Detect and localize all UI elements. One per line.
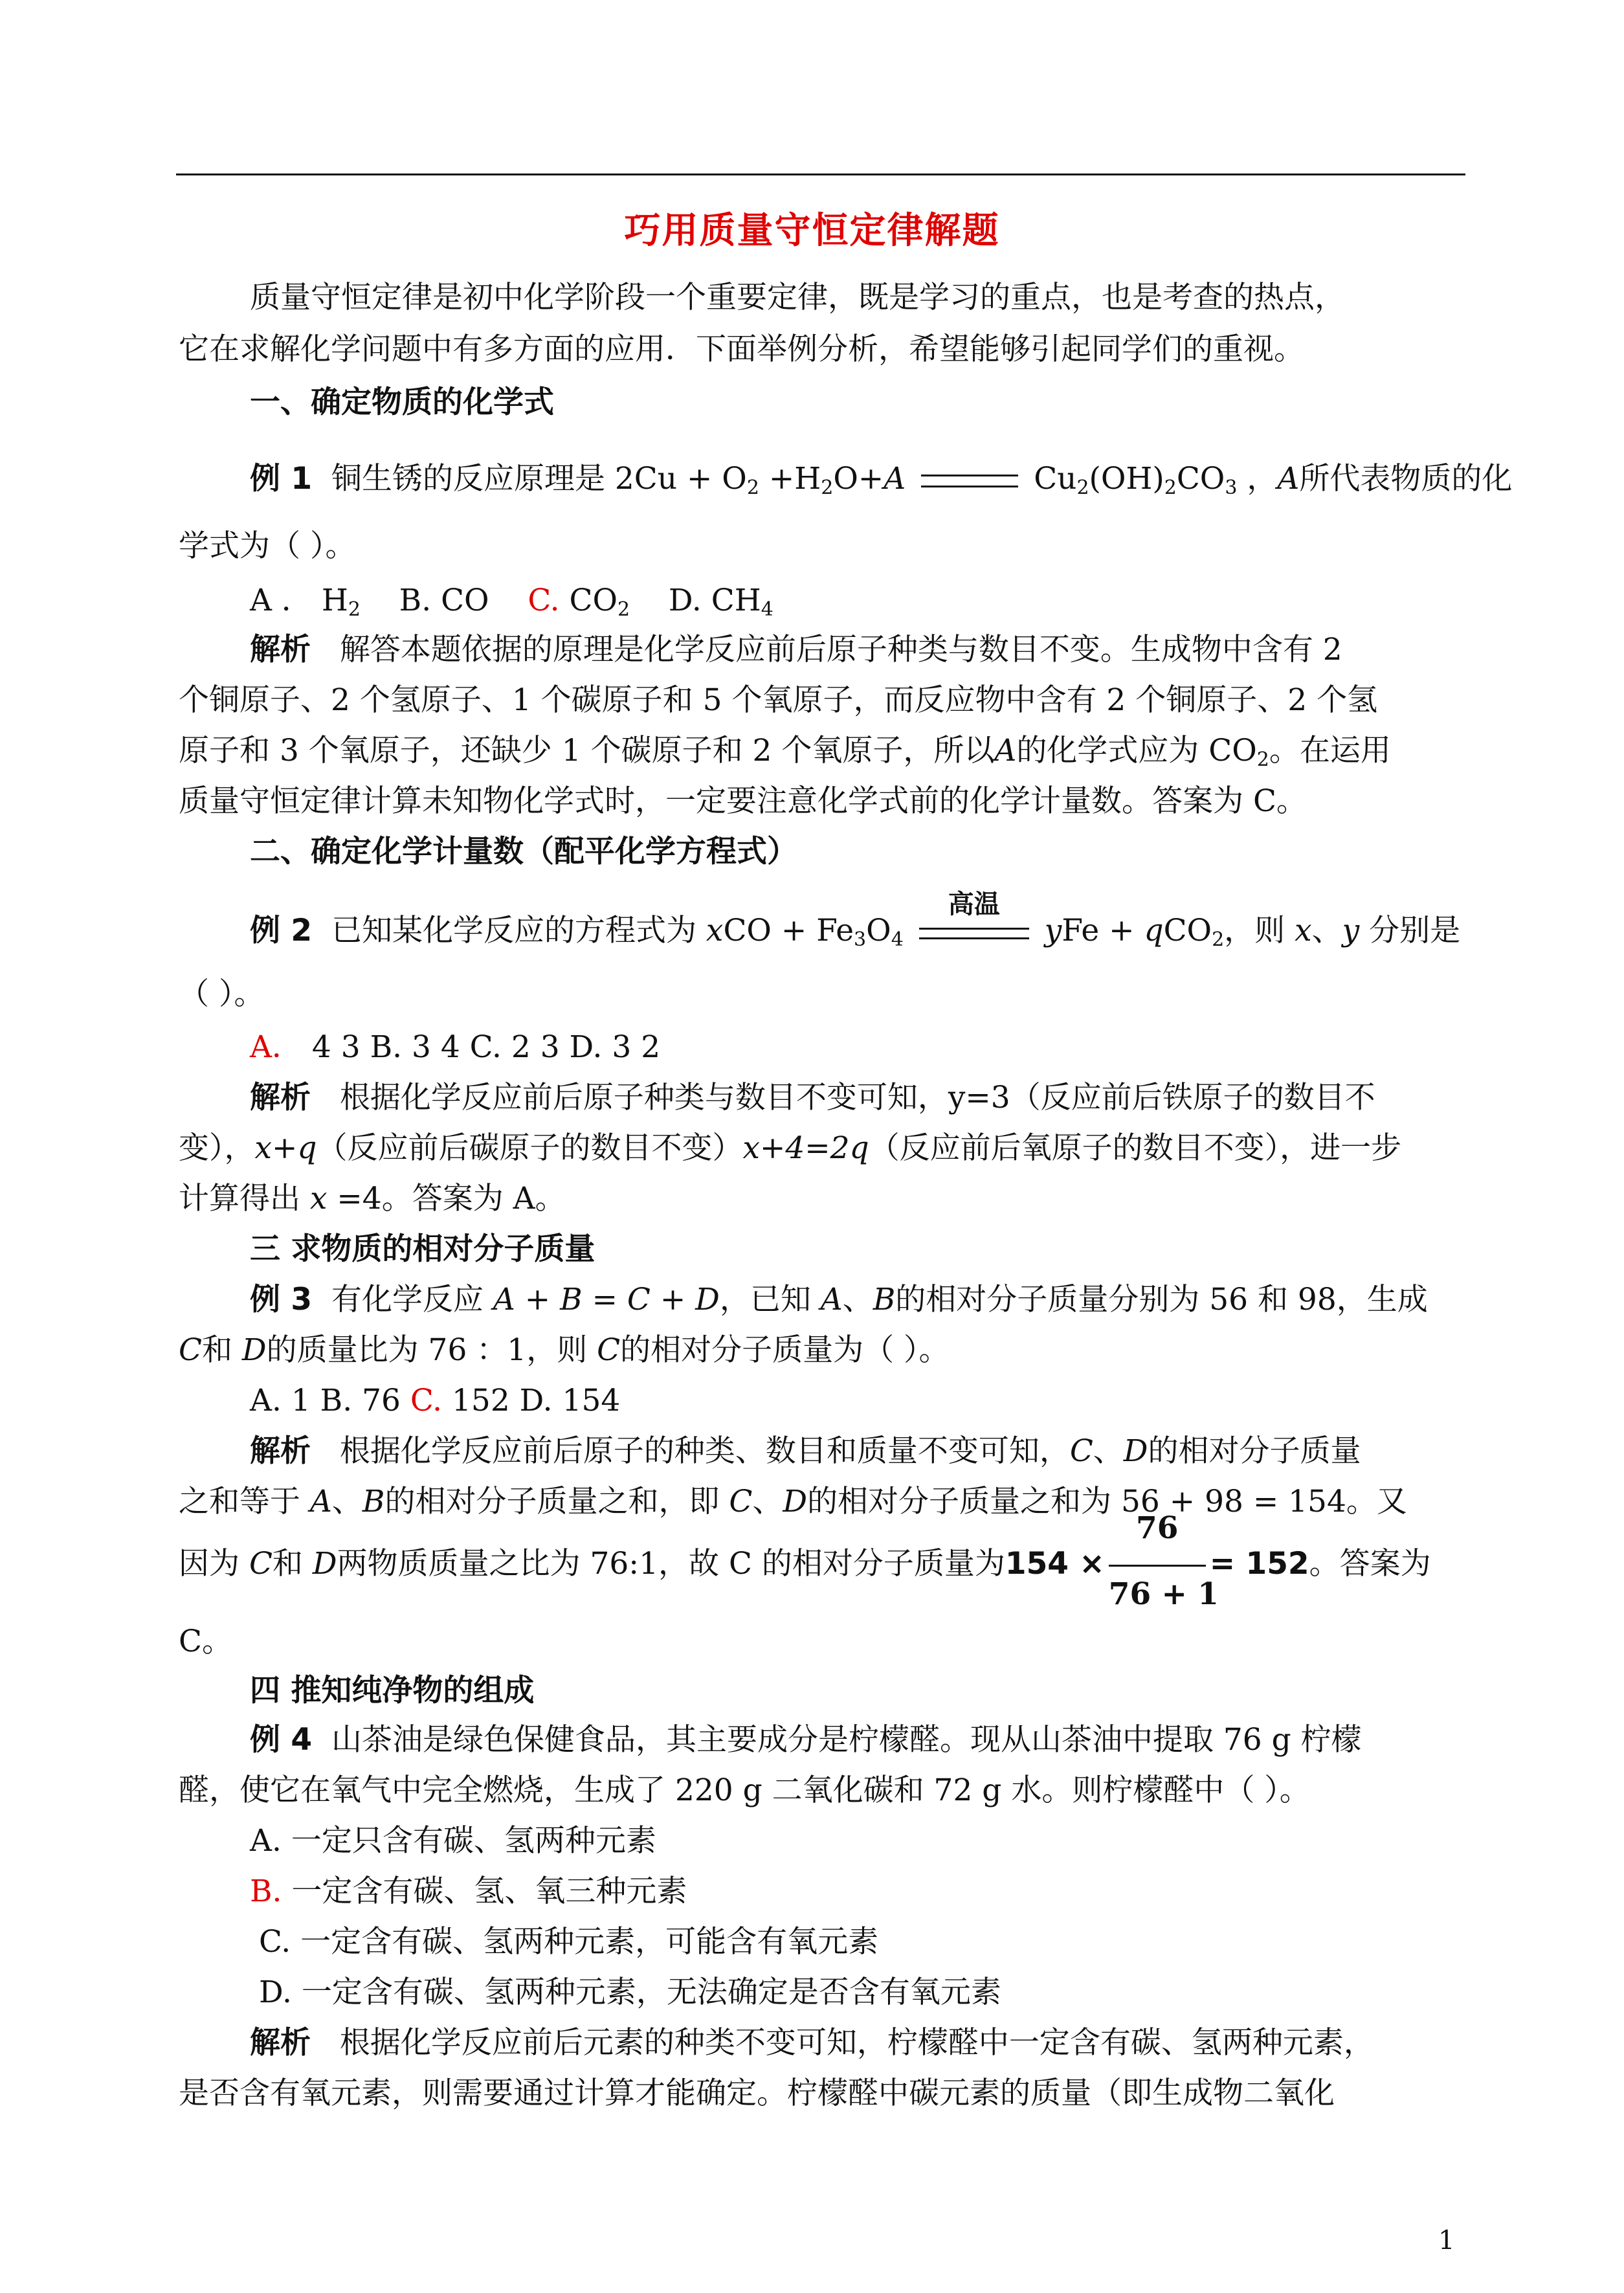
page-number: 1	[1438, 2226, 1455, 2255]
equation-part: CO	[1163, 913, 1212, 948]
option-b: B. CO	[399, 583, 489, 618]
option-a-label: A．	[250, 1029, 302, 1065]
variable-a: A	[309, 1484, 332, 1519]
example-2-line-2: （ ）。	[179, 976, 265, 1012]
equation-part: (OH)	[1089, 461, 1164, 497]
analysis-1-line-1	[250, 629, 1342, 671]
analysis-text: 根据化学反应前后原子的种类、数目和质量不变可知，	[339, 1433, 1070, 1469]
equation-part: Cu	[1034, 461, 1077, 497]
example-1-line-2: 学式为（ ）。	[179, 528, 356, 564]
analysis-label: 解析	[250, 2025, 311, 2061]
example-4-option-c: C. 一定含有碳、氢两种元素，可能含有氧元素	[259, 1924, 879, 1960]
variable-d: D	[783, 1484, 808, 1519]
example-4-option-b	[250, 1871, 687, 1912]
variable-a: A	[884, 461, 906, 497]
section-3-heading: 三 求物质的相对分子质量	[250, 1231, 595, 1267]
example-4-text: 山茶油是绿色保健食品，其主要成分是柠檬醛。现从山茶油中提取 76 g 柠檬	[331, 1722, 1362, 1758]
analysis-text: 。在运用	[1269, 733, 1391, 768]
analysis-text: 原子和 3 个氧原子，还缺少 1 个碳原子和 2 个氧原子，所以	[179, 733, 995, 768]
options-text: A. 1 B. 76	[250, 1383, 410, 1418]
options-text: 4 3 B. 3 4 C. 2 3 D. 3 2	[302, 1029, 661, 1065]
example-3-line-1	[250, 1279, 1428, 1321]
punctuation: 、	[1311, 913, 1342, 948]
subscript: 2	[617, 598, 630, 621]
reaction-arrow	[919, 889, 1029, 946]
options-text: 152 D. 154	[442, 1383, 621, 1418]
subscript: 2	[1076, 476, 1089, 499]
punctuation: 、	[1093, 1433, 1124, 1469]
analysis-3-line-4: C。	[179, 1624, 232, 1659]
variable-b: B	[362, 1484, 385, 1519]
equation-part: +H	[759, 461, 821, 497]
subscript: 3	[854, 928, 867, 951]
variable-c: C	[729, 1484, 753, 1519]
expression: x+q	[254, 1130, 317, 1166]
option-c: CO	[569, 583, 618, 618]
example-4-label: 例 4	[250, 1722, 313, 1758]
equation-part: CO	[1176, 461, 1225, 497]
analysis-text: 的化学式应为 CO	[1016, 733, 1257, 768]
example-3-text: ，已知	[719, 1282, 821, 1317]
variable-x: x	[1295, 913, 1312, 948]
example-3-text: 和	[201, 1332, 242, 1368]
punctuation: ，	[1237, 461, 1278, 497]
analysis-text: 因为	[179, 1546, 249, 1582]
fraction-bar	[1109, 1565, 1206, 1567]
fraction-denominator: 76 + 1	[1108, 1576, 1219, 1612]
analysis-2-line-2	[179, 1128, 1401, 1169]
example-3-options	[250, 1380, 620, 1422]
analysis-text: =4。答案为 A。	[327, 1181, 566, 1216]
subscript: 2	[746, 476, 759, 499]
analysis-4-line-2: 是否含有氧元素，则需要通过计算才能确定。柠檬醛中碳元素的质量（即生成物二氧化	[179, 2075, 1335, 2111]
variable-d: D	[241, 1332, 267, 1368]
variable-a: A	[994, 733, 1017, 768]
analysis-text: （反应前后氧原子的数目不变），进一步	[869, 1130, 1402, 1166]
example-2-line-1	[250, 889, 1461, 952]
analysis-text: 的相对分子质量之和为 56 + 98 = 154。又	[807, 1484, 1407, 1519]
subscript: 2	[1256, 748, 1269, 771]
variable-b: B	[873, 1282, 896, 1317]
variable-y: y	[1044, 913, 1062, 948]
analysis-1-line-3	[179, 730, 1391, 772]
example-3-text: 有化学反应	[331, 1282, 493, 1317]
analysis-3-line-2	[179, 1481, 1407, 1523]
option-c-label: C.	[528, 583, 560, 618]
example-2-label: 例 2	[250, 913, 313, 948]
example-3-text: 的相对分子质量为（ ）。	[620, 1332, 950, 1368]
analysis-1-line-4: 质量守恒定律计算未知物化学式时，一定要注意化学式前的化学计量数。答案为 C。	[179, 783, 1307, 819]
analysis-4-line-1	[250, 2022, 1374, 2064]
example-1-tail: 所代表物质的化	[1299, 461, 1513, 497]
analysis-2-line-3	[179, 1178, 566, 1220]
variable-y: y	[1342, 913, 1360, 948]
intro-line-1: 质量守恒定律是初中化学阶段一个重要定律，既是学习的重点，也是考查的热点，	[250, 280, 1345, 315]
example-3-line-2	[179, 1330, 950, 1371]
fraction	[1108, 1510, 1219, 1612]
example-4-line-1	[250, 1719, 1362, 1761]
equals-sign	[919, 928, 1029, 939]
variable-c: C	[597, 1332, 621, 1368]
example-4-option-a: A. 一定只含有碳、氢两种元素	[250, 1823, 656, 1859]
example-1-label: 例 1	[250, 461, 313, 497]
variable-x: x	[309, 1181, 328, 1216]
fraction-numerator: 76	[1136, 1510, 1179, 1546]
option-d: D. CH	[668, 583, 761, 618]
page-title: 巧用质量守恒定律解题	[624, 210, 1000, 252]
punctuation: 、	[842, 1282, 873, 1317]
analysis-1-line-2: 个铜原子、2 个氢原子、1 个碳原子和 5 个氧原子，而反应物中含有 2 个铜原子、2 个氢	[179, 682, 1378, 718]
variable-x: x	[706, 913, 724, 948]
section-2-heading: 二、确定化学计量数（配平化学方程式）	[250, 834, 797, 869]
equation-part: CO + Fe	[723, 913, 854, 948]
option-b-label: B.	[250, 1874, 282, 1909]
variable-c: C	[1069, 1433, 1093, 1469]
analysis-text: 解答本题依据的原理是化学反应前后原子种类与数目不变。生成物中含有 2	[339, 632, 1342, 667]
analysis-3-line-3	[179, 1510, 1431, 1612]
analysis-label: 解析	[250, 632, 311, 667]
variable-c: C	[179, 1332, 202, 1368]
subscript: 2	[1164, 476, 1177, 499]
example-3-text: 的相对分子质量分别为 56 和 98，生成	[895, 1282, 1428, 1317]
expression: x+4=2q	[742, 1130, 869, 1166]
section-4-heading: 四 推知纯净物的组成	[250, 1673, 535, 1708]
variable-q: q	[1144, 913, 1164, 948]
subscript: 2	[1212, 928, 1225, 951]
analysis-text: 根据化学反应前后元素的种类不变可知，柠檬醛中一定含有碳、氢两种元素，	[339, 2025, 1374, 2061]
example-2-text: 已知某化学反应的方程式为	[331, 913, 696, 948]
analysis-text: 。答案为	[1309, 1546, 1431, 1582]
variable-d: D	[312, 1546, 337, 1582]
example-3-label: 例 3	[250, 1282, 313, 1317]
equation-part: Fe +	[1062, 913, 1144, 948]
subscript: 2	[821, 476, 834, 499]
math-expression: 154 ×	[1005, 1546, 1105, 1582]
subscript: 4	[891, 928, 904, 951]
variable-d: D	[1123, 1433, 1148, 1469]
variable-a: A	[820, 1282, 843, 1317]
option-b-text: 一定含有碳、氢、氧三种元素	[282, 1874, 687, 1909]
analysis-text: （反应前后碳原子的数目不变）	[317, 1130, 743, 1166]
option-c-label: C.	[410, 1383, 443, 1418]
analysis-2-line-1	[250, 1077, 1375, 1119]
punctuation: 、	[752, 1484, 783, 1519]
example-2-tail: 分别是	[1359, 913, 1461, 948]
math-expression: = 152	[1209, 1546, 1309, 1582]
example-2-options	[250, 1027, 660, 1068]
equation-part: O	[866, 913, 891, 948]
example-2-tail: ，则	[1224, 913, 1295, 948]
analysis-text: 根据化学反应前后原子种类与数目不变可知，y=3（反应前后铁原子的数目不	[339, 1080, 1375, 1115]
subscript: 2	[348, 598, 361, 621]
analysis-text: 之和等于	[179, 1484, 310, 1519]
subscript: 4	[761, 598, 773, 621]
reaction-condition: 高温	[948, 889, 1000, 919]
analysis-3-line-1	[250, 1431, 1361, 1472]
intro-line-2: 它在求解化学问题中有多方面的应用．下面举例分析，希望能够引起同学们的重视。	[179, 331, 1304, 367]
analysis-text: 变），	[179, 1130, 255, 1166]
equation-part: O+	[833, 461, 884, 497]
example-1-line-1	[250, 458, 1512, 500]
header-rule	[176, 173, 1465, 175]
analysis-text: 的相对分子质量之和，即	[384, 1484, 729, 1519]
analysis-label: 解析	[250, 1080, 311, 1115]
section-1-heading: 一、确定物质的化学式	[250, 385, 554, 420]
equation: A + B = C + D	[493, 1282, 720, 1317]
example-4-line-2: 醛，使它在氧气中完全燃烧，生成了 220 g 二氧化碳和 72 g 水。则柠檬醛中（ ）。	[179, 1773, 1310, 1808]
option-a: A ． H	[250, 583, 348, 618]
variable-c: C	[249, 1546, 273, 1582]
subscript: 3	[1225, 476, 1238, 499]
example-1-text: 铜生锈的反应原理是 2Cu + O	[331, 461, 747, 497]
example-1-options	[250, 580, 773, 621]
analysis-text: 计算得出	[179, 1181, 310, 1216]
analysis-text: 两物质质量之比为 76:1，故 C 的相对分子质量为	[337, 1546, 1005, 1582]
example-4-option-d: D. 一定含有碳、氢两种元素，无法确定是否含有氧元素	[259, 1974, 1001, 2010]
variable-a: A	[1277, 461, 1300, 497]
analysis-text: 的相对分子质量	[1148, 1433, 1361, 1469]
analysis-label: 解析	[250, 1433, 311, 1469]
punctuation: 、	[331, 1484, 362, 1519]
example-3-text: 的质量比为 76 ：1，则	[266, 1332, 597, 1368]
analysis-text: 和	[272, 1546, 313, 1582]
equals-sign	[921, 475, 1018, 487]
